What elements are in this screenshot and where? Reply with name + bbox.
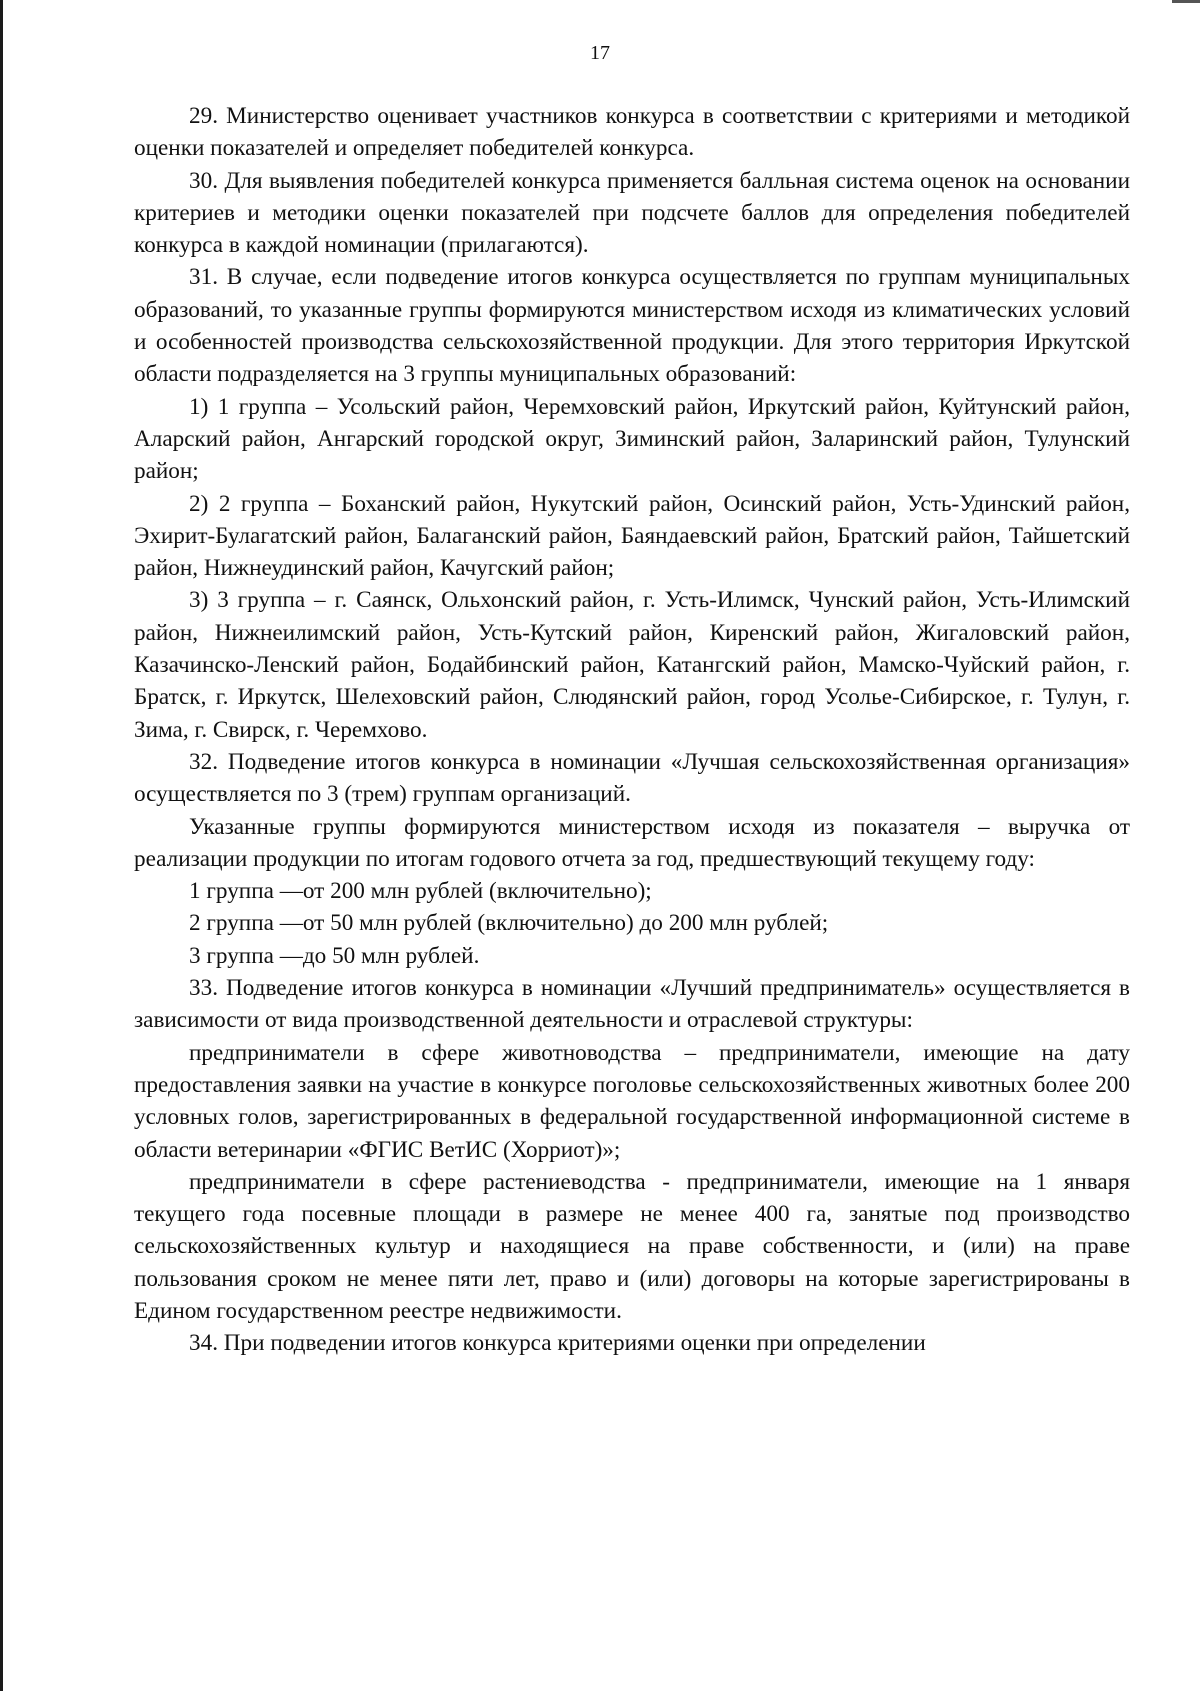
page-number: 17 [590, 42, 610, 64]
paragraph-29: 29. Министерство оценивает участников конкурса в соответствии с критериями и методикой оценки показателей и определяет победителей конкурса. [134, 103, 1130, 162]
document-body [134, 100, 1130, 1360]
paragraph-33: 33. Подведение итогов конкурса в номинации «Лучший предприниматель» осуществляется в зависимости от вида производственной деятельности и отраслевой структуры: [134, 975, 1130, 1034]
scan-corner-mark [1172, 0, 1200, 3]
paragraph-crops: предприниматели в сфере растениеводства - предприниматели, имеющие на 1 января текущего года посевные площади в размере не менее 400 га, занятые под производство сельскохозяйственных культур и находящиеся на праве собственности, и (или) на праве пользования сроком не менее пяти лет, право и (или) договоры на которые зарегистрированы в Едином государственном реестре недвижимости. [134, 1168, 1130, 1324]
paragraph-34: 34. При подведении итогов конкурса критериями оценки при определении [189, 1330, 926, 1357]
list-item-group-1: 1) 1 группа – Усольский район, Черемховский район, Иркутский район, Куйтунский район, Аларский район, Ангарский городской округ, Зиминский район, Заларинский район, Тулунский район; [134, 393, 1130, 485]
list-item-revenue-group-3: 3 группа —до 50 млн рублей. [189, 942, 480, 969]
list-item-group-2: 2) 2 группа – Боханский район, Нукутский район, Осинский район, Усть-Удинский район, Эхирит-Булагатский район, Балаганский район, Баяндаевский район, Братский район, Тайшетский район, Нижнеудинский район, Качугский район; [134, 490, 1130, 582]
list-item-revenue-group-1: 1 группа —от 200 млн рублей (включительно); [189, 878, 652, 905]
paragraph-31: 31. В случае, если подведение итогов конкурса осуществляется по группам муниципальных образований, то указанные группы формируются министерством исходя из климатических условий и особенностей производства сельскохозяйственной продукции. Для этого территория Иркутской области подразделяется на 3 группы муниципальных образований: [134, 264, 1130, 388]
paragraph-32: 32. Подведение итогов конкурса в номинации «Лучшая сельскохозяйственная организация» осуществляется по 3 (трем) группам организаций. [134, 748, 1130, 808]
paragraph-groups-intro: Указанные группы формируются министерством исходя из показателя – выручка от реализации продукции по итогам годового отчета за год, предшествующий текущему году: [134, 813, 1130, 872]
paragraph-30: 30. Для выявления победителей конкурса применяется балльная система оценок на основании критериев и методики оценки показателей при подсчете баллов для определения победителей конкурса в каждой номинации (прилагаются). [134, 167, 1130, 259]
list-item-group-3: 3) 3 группа – г. Саянск, Ольхонский район, г. Усть-Илимск, Чунский район, Усть-Илимский район, Нижнеилимский район, Усть-Кутский район, Киренский район, Жигаловский район, Казачинско-Ленский район, Бодайбинский район, Катангский район, Мамско-Чуйский район, г. Братск, г. Иркутск, Шелеховский район, Слюдянский район, город Усолье-Сибирское, г. Тулун, г. Зима, г. Свирск, г. Черемхово. [134, 587, 1130, 743]
list-item-revenue-group-2: 2 группа —от 50 млн рублей (включительно) до 200 млн рублей; [189, 910, 829, 937]
paragraph-livestock: предприниматели в сфере животноводства – предприниматели, имеющие на дату предоставления заявки на участие в конкурсе поголовье сельскохозяйственных животных более 200 условных голов, зарегистрированных в федеральной государственной информационной системе в области ветеринарии «ФГИС ВетИС (Хорриот)»; [134, 1039, 1130, 1163]
scan-left-edge [0, 0, 3, 1691]
